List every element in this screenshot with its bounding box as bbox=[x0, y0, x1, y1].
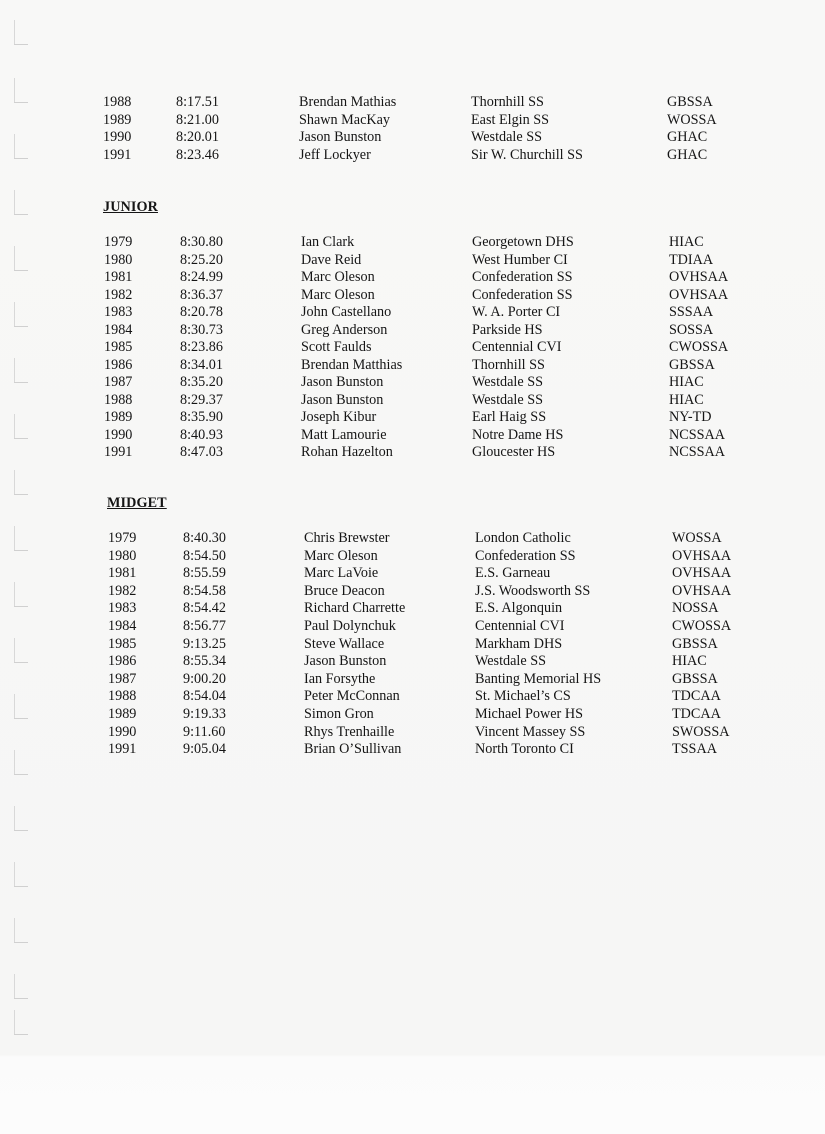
association-cell: HIAC bbox=[669, 234, 704, 250]
record-row bbox=[0, 287, 800, 304]
time-cell: 8:25.20 bbox=[180, 251, 223, 268]
association-cell: SOSSA bbox=[669, 321, 714, 338]
record-row bbox=[0, 94, 800, 111]
time-cell: 8:55.59 bbox=[183, 565, 226, 582]
association-cell: NY-TD bbox=[669, 409, 712, 425]
athlete-name-cell: Bruce Deacon bbox=[304, 582, 385, 599]
record-row bbox=[0, 322, 800, 339]
record-row bbox=[0, 392, 800, 409]
time-cell: 8:29.37 bbox=[180, 391, 223, 408]
record-row bbox=[0, 444, 800, 461]
record-row bbox=[0, 653, 800, 670]
time-cell: 8:56.77 bbox=[183, 618, 226, 634]
athlete-name-cell: Marc Oleson bbox=[301, 269, 375, 285]
year-cell: 1990 bbox=[103, 129, 132, 146]
time-cell: 8:54.42 bbox=[183, 600, 226, 617]
binder-hole-mark bbox=[8, 190, 26, 218]
school-cell: J.S. Woodsworth SS bbox=[475, 582, 591, 599]
record-row bbox=[0, 269, 800, 286]
year-cell: 1991 bbox=[103, 146, 132, 163]
binder-hole-mark bbox=[8, 974, 26, 1002]
record-row bbox=[0, 427, 800, 444]
record-row bbox=[0, 548, 800, 565]
binder-hole-mark bbox=[8, 470, 26, 498]
time-cell: 9:13.25 bbox=[183, 635, 226, 652]
school-cell: Centennial CVI bbox=[472, 339, 562, 355]
athlete-name-cell: Jason Bunston bbox=[304, 653, 387, 670]
school-cell: Banting Memorial HS bbox=[475, 670, 602, 687]
year-cell: 1990 bbox=[104, 426, 133, 443]
section-heading: MIDGET bbox=[107, 495, 167, 511]
school-cell: Michael Power HS bbox=[475, 706, 583, 722]
school-cell: Markham DHS bbox=[475, 635, 563, 652]
athlete-name-cell: Greg Anderson bbox=[301, 321, 388, 338]
school-cell: Sir W. Churchill SS bbox=[471, 146, 583, 163]
record-row bbox=[0, 339, 800, 356]
year-cell: 1989 bbox=[108, 706, 137, 722]
athlete-name-cell: Dave Reid bbox=[301, 251, 362, 268]
school-cell: Earl Haig SS bbox=[472, 409, 547, 425]
school-cell: West Humber CI bbox=[472, 251, 568, 268]
year-cell: 1987 bbox=[108, 670, 137, 687]
record-row bbox=[0, 374, 800, 391]
year-cell: 1989 bbox=[103, 111, 132, 128]
time-cell: 8:30.73 bbox=[180, 321, 223, 338]
athlete-name-cell: Peter McConnan bbox=[304, 688, 400, 705]
record-row bbox=[0, 583, 800, 600]
association-cell: TDIAA bbox=[669, 251, 714, 268]
athlete-name-cell: Shawn MacKay bbox=[299, 111, 391, 128]
association-cell: HIAC bbox=[669, 374, 704, 390]
year-cell: 1983 bbox=[104, 304, 133, 320]
school-cell: St. Michael’s CS bbox=[475, 688, 571, 705]
association-cell: TDCAA bbox=[672, 688, 721, 705]
time-cell: 8:54.04 bbox=[183, 688, 226, 705]
school-cell: Confederation SS bbox=[475, 547, 576, 564]
time-cell: 8:17.51 bbox=[176, 94, 219, 110]
school-cell: Westdale SS bbox=[475, 653, 546, 670]
year-cell: 1990 bbox=[108, 723, 137, 740]
school-cell: Centennial CVI bbox=[475, 618, 565, 634]
athlete-name-cell: Jeff Lockyer bbox=[299, 146, 371, 163]
year-cell: 1987 bbox=[104, 374, 133, 390]
association-cell: WOSSA bbox=[672, 530, 722, 546]
time-cell: 8:40.93 bbox=[180, 426, 223, 443]
school-cell: Westdale SS bbox=[472, 391, 543, 408]
school-cell: Notre Dame HS bbox=[472, 426, 564, 443]
record-row bbox=[0, 724, 800, 741]
association-cell: NCSSAA bbox=[669, 426, 725, 443]
year-cell: 1981 bbox=[108, 565, 137, 582]
time-cell: 9:00.20 bbox=[183, 670, 226, 687]
association-cell: OVHSAA bbox=[669, 286, 729, 303]
year-cell: 1984 bbox=[104, 321, 133, 338]
association-cell: NOSSA bbox=[672, 600, 719, 617]
association-cell: OVHSAA bbox=[672, 547, 732, 564]
association-cell: GBSSA bbox=[672, 635, 718, 652]
school-cell: London Catholic bbox=[475, 530, 571, 546]
association-cell: TSSAA bbox=[672, 741, 717, 758]
record-row bbox=[0, 234, 800, 251]
year-cell: 1985 bbox=[108, 635, 137, 652]
year-cell: 1986 bbox=[108, 653, 137, 670]
time-cell: 8:35.90 bbox=[180, 409, 223, 425]
school-cell: Thornhill SS bbox=[471, 94, 544, 110]
time-cell: 8:47.03 bbox=[180, 444, 223, 460]
time-cell: 8:23.46 bbox=[176, 146, 219, 163]
school-cell: East Elgin SS bbox=[471, 111, 550, 128]
school-cell: W. A. Porter CI bbox=[472, 304, 561, 320]
athlete-name-cell: Richard Charrette bbox=[304, 600, 406, 617]
record-row bbox=[0, 304, 800, 321]
athlete-name-cell: Brendan Mathias bbox=[299, 94, 397, 110]
time-cell: 8:40.30 bbox=[183, 530, 226, 546]
time-cell: 9:11.60 bbox=[183, 723, 226, 740]
binder-hole-mark bbox=[8, 1010, 26, 1038]
association-cell: GHAC bbox=[667, 146, 708, 163]
time-cell: 8:23.86 bbox=[180, 339, 223, 355]
association-cell: GBSSA bbox=[667, 94, 713, 110]
record-row bbox=[0, 252, 800, 269]
association-cell: WOSSA bbox=[667, 111, 717, 128]
year-cell: 1979 bbox=[104, 234, 133, 250]
record-row bbox=[0, 688, 800, 705]
athlete-name-cell: Scott Faulds bbox=[301, 339, 372, 355]
year-cell: 1988 bbox=[103, 94, 132, 110]
school-cell: Parkside HS bbox=[472, 321, 543, 338]
record-row bbox=[0, 129, 800, 146]
time-cell: 8:54.58 bbox=[183, 582, 226, 599]
year-cell: 1984 bbox=[108, 618, 137, 634]
athlete-name-cell: Simon Gron bbox=[304, 706, 374, 722]
time-cell: 8:20.01 bbox=[176, 129, 219, 146]
athlete-name-cell: Matt Lamourie bbox=[301, 426, 387, 443]
record-row bbox=[0, 147, 800, 164]
time-cell: 8:24.99 bbox=[180, 269, 223, 285]
time-cell: 8:55.34 bbox=[183, 653, 226, 670]
year-cell: 1991 bbox=[104, 444, 133, 460]
year-cell: 1983 bbox=[108, 600, 137, 617]
time-cell: 9:19.33 bbox=[183, 706, 226, 722]
athlete-name-cell: Joseph Kibur bbox=[301, 409, 377, 425]
record-row bbox=[0, 741, 800, 758]
association-cell: SWOSSA bbox=[672, 723, 730, 740]
year-cell: 1982 bbox=[104, 286, 133, 303]
time-cell: 8:30.80 bbox=[180, 234, 223, 250]
record-row bbox=[0, 600, 800, 617]
record-row bbox=[0, 706, 800, 723]
school-cell: Confederation SS bbox=[472, 286, 573, 303]
record-row bbox=[0, 565, 800, 582]
athlete-name-cell: Steve Wallace bbox=[304, 635, 385, 652]
athlete-name-cell: Brendan Matthias bbox=[301, 356, 403, 373]
record-row bbox=[0, 530, 800, 547]
association-cell: GHAC bbox=[667, 129, 708, 146]
year-cell: 1982 bbox=[108, 582, 137, 599]
school-cell: Vincent Massey SS bbox=[475, 723, 586, 740]
year-cell: 1980 bbox=[108, 547, 137, 564]
athlete-name-cell: Jason Bunston bbox=[301, 374, 384, 390]
athlete-name-cell: Marc Oleson bbox=[304, 547, 378, 564]
athlete-name-cell: Paul Dolynchuk bbox=[304, 618, 396, 634]
section-heading: JUNIOR bbox=[103, 199, 158, 215]
record-row bbox=[0, 671, 800, 688]
school-cell: Westdale SS bbox=[472, 374, 543, 390]
record-row bbox=[0, 409, 800, 426]
record-row bbox=[0, 636, 800, 653]
school-cell: North Toronto CI bbox=[475, 741, 574, 758]
association-cell: TDCAA bbox=[672, 706, 721, 722]
association-cell: SSSAA bbox=[669, 304, 714, 320]
time-cell: 8:54.50 bbox=[183, 547, 226, 564]
year-cell: 1991 bbox=[108, 741, 137, 758]
athlete-name-cell: John Castellano bbox=[301, 304, 392, 320]
association-cell: HIAC bbox=[669, 391, 704, 408]
time-cell: 8:34.01 bbox=[180, 356, 223, 373]
athlete-name-cell: Rhys Trenhaille bbox=[304, 723, 395, 740]
time-cell: 8:21.00 bbox=[176, 111, 219, 128]
year-cell: 1988 bbox=[108, 688, 137, 705]
athlete-name-cell: Jason Bunston bbox=[301, 391, 384, 408]
athlete-name-cell: Rohan Hazelton bbox=[301, 444, 393, 460]
association-cell: CWOSSA bbox=[669, 339, 729, 355]
athlete-name-cell: Chris Brewster bbox=[304, 530, 390, 546]
year-cell: 1979 bbox=[108, 530, 137, 546]
athlete-name-cell: Marc Oleson bbox=[301, 286, 375, 303]
time-cell: 9:05.04 bbox=[183, 741, 226, 758]
athlete-name-cell: Marc LaVoie bbox=[304, 565, 379, 582]
binder-hole-mark bbox=[8, 862, 26, 890]
year-cell: 1981 bbox=[104, 269, 133, 285]
binder-hole-mark bbox=[8, 918, 26, 946]
time-cell: 8:20.78 bbox=[180, 304, 223, 320]
association-cell: GBSSA bbox=[669, 356, 715, 373]
association-cell: CWOSSA bbox=[672, 618, 732, 634]
time-cell: 8:35.20 bbox=[180, 374, 223, 390]
school-cell: Westdale SS bbox=[471, 129, 542, 146]
athlete-name-cell: Ian Forsythe bbox=[304, 670, 376, 687]
association-cell: OVHSAA bbox=[669, 269, 729, 285]
year-cell: 1985 bbox=[104, 339, 133, 355]
association-cell: GBSSA bbox=[672, 670, 718, 687]
school-cell: E.S. Garneau bbox=[475, 565, 551, 582]
year-cell: 1986 bbox=[104, 356, 133, 373]
school-cell: Georgetown DHS bbox=[472, 234, 574, 250]
record-row bbox=[0, 357, 800, 374]
association-cell: HIAC bbox=[672, 653, 707, 670]
year-cell: 1980 bbox=[104, 251, 133, 268]
time-cell: 8:36.37 bbox=[180, 286, 223, 303]
school-cell: Thornhill SS bbox=[472, 356, 545, 373]
athlete-name-cell: Brian O’Sullivan bbox=[304, 741, 402, 758]
athlete-name-cell: Jason Bunston bbox=[299, 129, 382, 146]
athlete-name-cell: Ian Clark bbox=[301, 234, 355, 250]
association-cell: OVHSAA bbox=[672, 565, 732, 582]
association-cell: OVHSAA bbox=[672, 582, 732, 599]
record-row bbox=[0, 618, 800, 635]
year-cell: 1988 bbox=[104, 391, 133, 408]
year-cell: 1989 bbox=[104, 409, 133, 425]
binder-hole-mark bbox=[8, 806, 26, 834]
record-row bbox=[0, 112, 800, 129]
binder-hole-mark bbox=[8, 20, 26, 48]
school-cell: Gloucester HS bbox=[472, 444, 556, 460]
association-cell: NCSSAA bbox=[669, 444, 725, 460]
school-cell: E.S. Algonquin bbox=[475, 600, 563, 617]
school-cell: Confederation SS bbox=[472, 269, 573, 285]
